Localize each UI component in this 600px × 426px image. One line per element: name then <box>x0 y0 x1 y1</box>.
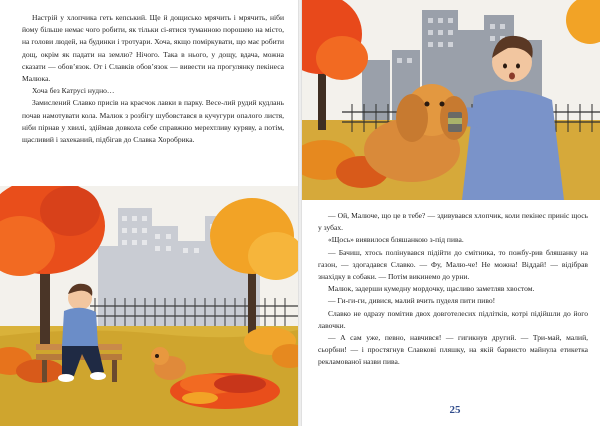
paragraph: «Щось» виявилося бляшанкою з-під пива. <box>328 235 464 245</box>
right-page <box>302 0 600 426</box>
left-page-text <box>22 12 284 146</box>
paragraph: Славко не одразу помітив двох довготелесих підлітків, котрі підійшли до його лавочки. <box>318 308 588 330</box>
paragraph: — Ой, Малюче, що це в тебе? — здивувався хлопчик, коли пекінес приніс щось у зубах. <box>318 211 588 233</box>
park-bench-illustration-art <box>0 186 298 426</box>
paragraph: Малюк, задерши кумедну мордочку, щасливо заметляв хвостом. <box>328 284 535 294</box>
paragraph: Замислений Славко присів на краєчок лавки в парку. Весе-лий рудий кудлань почав намотувати кола. Малюк з розбігу шубовстався в кучугури опалого листя, ніби пірнав у хвилі, здіймав довкола себе справжню мерехтливу куряву, а потім, щасливий і захеканий, підбігав до Славка Хоробрика. <box>22 98 284 145</box>
right-page-text <box>318 210 588 369</box>
boy-and-dog-illustration-art <box>302 0 600 200</box>
paragraph: Хоча без Катрусі нудно… <box>32 86 115 96</box>
park-bench-illustration <box>0 186 298 426</box>
paragraph: — А сам уже, певно, навчився! — гигикнув другий. — Три-май, малий, сьорбни! — і простягнув Славковi пляшку, на якій барвисто майнула етикетка рекламованої назви пива. <box>318 333 588 367</box>
boy-and-dog-illustration <box>302 0 600 200</box>
paragraph: — Бачиш, хтось полінувався підійти до смітника, то пожбу-рив бляшанку на газон, — здогадався Славко. — Фу, Малю-че! Не можна! Віддай! — відібрав знахідку в собаки. — Потім викинемо до урни. <box>318 247 588 282</box>
paragraph: Настрій у хлопчика геть кепський. Ще й дощисько мрячить і мрячить, ніби йому більше немає чого робити, як тільки сі-ятися туманною порошею на місто, на голови людей, на будинки і тротуари. Хоча, якщо поміркувати, що має робити дощ, окрім як падати на землю? Нічого. Така в нього, у дощу, вдача, можна сказати — обов’язок. От і Славків обов’язок — вивести на прогулянку пекінеса Малюка. <box>22 13 284 84</box>
paragraph: — Ги-ги-ги, дивися, малий вчить пуделя пити пиво! <box>328 296 496 306</box>
page-number: 25 <box>449 404 461 416</box>
left-page <box>0 0 298 426</box>
